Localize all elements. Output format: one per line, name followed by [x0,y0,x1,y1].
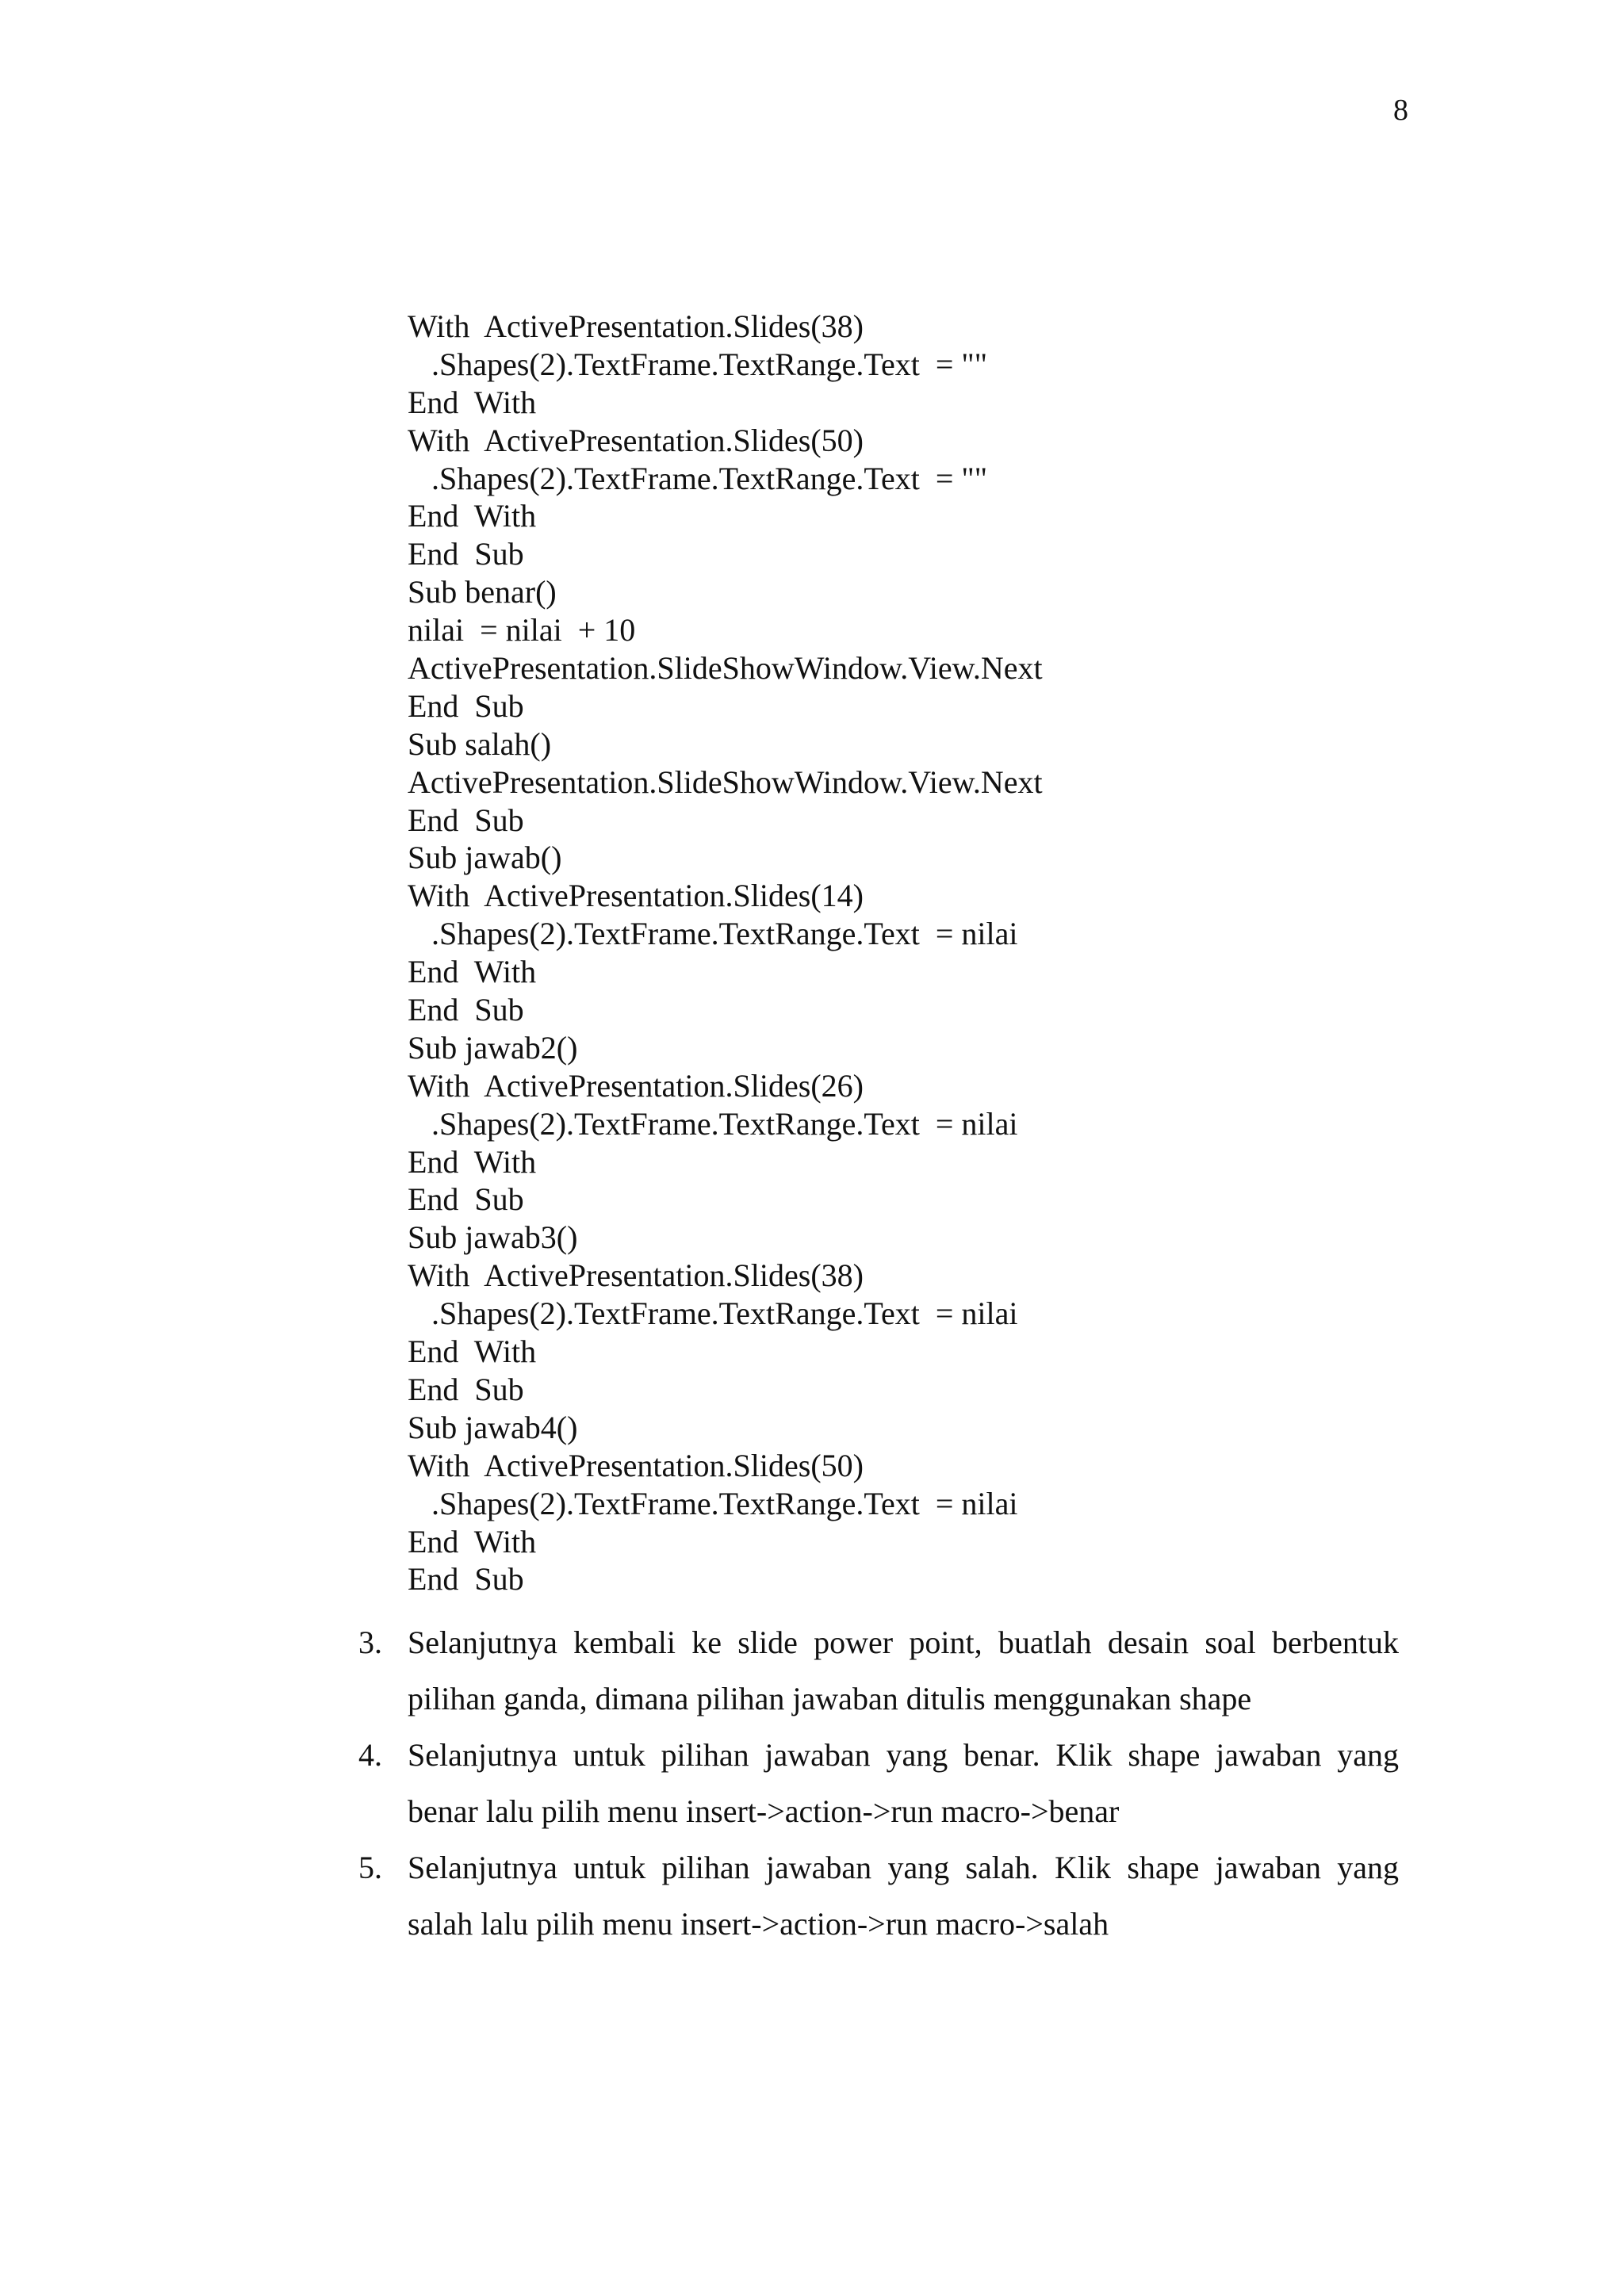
code-line: With ActivePresentation.Slides(38) [408,308,864,344]
step-text-line: benar lalu pilih menu insert->action->run macro->benar [408,1793,1120,1829]
code-line: With ActivePresentation.Slides(14) [408,878,864,914]
code-line: End Sub [408,1371,524,1407]
vba-code-block [408,308,1438,1598]
code-line: Sub salah() [408,725,552,762]
step-number: 3. [358,1624,382,1660]
step-text-line: Selanjutnya untuk pilihan jawaban yang salah. Klik shape jawaban yang [408,1850,1399,1885]
code-line: .Shapes(2).TextFrame.TextRange.Text = nilai [431,1295,1018,1332]
code-line: nilai = nilai + 10 [408,612,636,649]
code-line: End Sub [408,687,524,724]
code-line: Sub jawab4() [408,1409,578,1445]
code-line: End Sub [408,1561,524,1598]
code-line: With ActivePresentation.Slides(38) [408,1257,864,1294]
step-text-line: salah lalu pilih menu insert->action->run macro->salah [408,1906,1109,1942]
code-line: .Shapes(2).TextFrame.TextRange.Text = nilai [431,1485,1018,1521]
step-text [408,1614,1399,1727]
code-line: End Sub [408,802,524,838]
step-number: 5. [358,1850,382,1885]
code-line: End Sub [408,1181,524,1218]
steps-list [358,1614,1399,1952]
code-line: ActivePresentation.SlideShowWindow.View.Next [408,650,1043,687]
step-text [408,1839,1399,1952]
code-line: With ActivePresentation.Slides(50) [408,1447,864,1483]
step-item [358,1839,1399,1952]
code-line: .Shapes(2).TextFrame.TextRange.Text = "" [431,346,988,382]
code-line: End With [408,1334,537,1370]
code-line: ActivePresentation.SlideShowWindow.View.Next [408,763,1043,800]
step-text-line: Selanjutnya kembali ke slide power point, buatlah desain soal berbentuk [408,1624,1399,1660]
code-line: With ActivePresentation.Slides(26) [408,1067,864,1104]
code-line: Sub jawab2() [408,1029,578,1066]
code-line: End Sub [408,536,524,572]
step-text-line: pilihan ganda, dimana pilihan jawaban ditulis menggunakan shape [408,1681,1252,1716]
step-text [408,1727,1399,1839]
code-line: Sub jawab3() [408,1219,578,1256]
page-number: 8 [1393,94,1408,127]
code-line: End With [408,1523,537,1559]
code-line: End With [408,498,537,534]
code-line: End With [408,1143,537,1180]
code-line: End Sub [408,992,524,1028]
step-item [358,1614,1399,1727]
code-line: .Shapes(2).TextFrame.TextRange.Text = "" [431,460,988,496]
code-line: Sub jawab() [408,840,562,876]
step-number: 4. [358,1737,382,1773]
step-text-line: Selanjutnya untuk pilihan jawaban yang benar. Klik shape jawaban yang [408,1737,1399,1773]
code-line: .Shapes(2).TextFrame.TextRange.Text = nilai [431,916,1018,952]
step-item [358,1727,1399,1839]
code-line: End With [408,384,537,420]
code-line: Sub benar() [408,574,557,610]
code-line: .Shapes(2).TextFrame.TextRange.Text = nilai [431,1105,1018,1142]
code-line: With ActivePresentation.Slides(50) [408,422,864,458]
code-line: End With [408,954,537,990]
